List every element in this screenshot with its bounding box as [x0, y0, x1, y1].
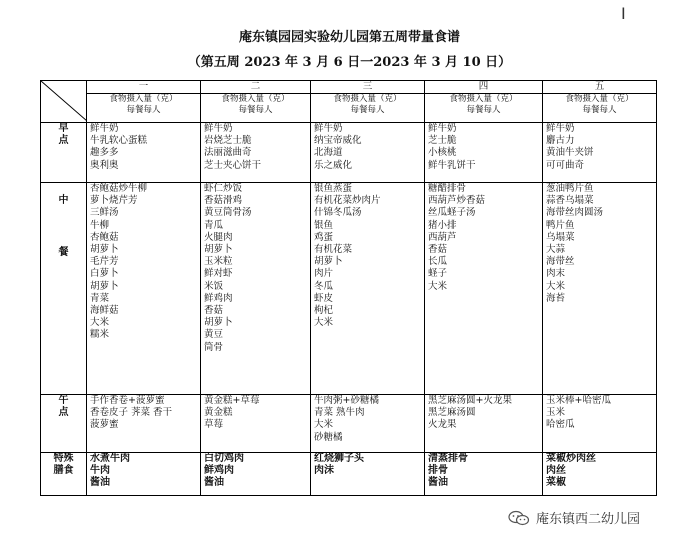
ingredient: 大米	[428, 280, 448, 292]
ingredient: 奥利奥	[90, 159, 119, 171]
dish-name: 鲜牛奶	[314, 123, 343, 134]
ingredient: 黄金糕	[204, 407, 233, 419]
menu-cell	[543, 453, 657, 496]
ingredient: 麝古力	[546, 135, 575, 147]
ingredient: 肉沫	[314, 465, 334, 477]
ingredient: 胡萝卜	[204, 317, 233, 329]
menu-cell	[87, 453, 201, 496]
menu-cell	[311, 123, 425, 183]
day-header: 五	[543, 81, 657, 94]
ingredient: 乌塌菜	[546, 231, 575, 243]
ingredient: 鲜对虾	[204, 268, 233, 280]
ingredient: 胡萝卜	[314, 256, 343, 268]
ingredient: 芝士夹心饼干	[204, 159, 262, 171]
ingredient: 米饭	[204, 280, 224, 292]
menu-cell	[87, 395, 201, 453]
ingredient: 菜椒	[546, 477, 566, 489]
ingredient: 牛乳软心蛋糕	[90, 135, 148, 147]
meal-row	[41, 395, 657, 453]
menu-cell	[543, 123, 657, 183]
ingredient: 鲜牛乳饼干	[428, 159, 476, 171]
ingredient: 糯米	[90, 329, 110, 341]
ingredient: 火腿肉	[204, 231, 233, 243]
ingredient: 大米	[314, 317, 334, 329]
dish-name: 黑芝麻汤圆+火龙果	[428, 395, 512, 406]
ingredient: 肉丝	[546, 465, 566, 477]
meal-label-text: 点	[58, 407, 69, 419]
ingredient: 青瓜	[204, 219, 224, 231]
ingredient: 白萝卜	[90, 268, 119, 280]
menu-cell	[311, 395, 425, 453]
ingredient: 酱油	[90, 477, 110, 489]
intake-label: 食物摄入量（克）	[333, 94, 402, 104]
ingredient: 可可曲奇	[546, 159, 585, 171]
ingredient: 有机花菜	[314, 244, 353, 256]
ingredient: 草莓	[204, 419, 224, 431]
intake-header-row	[41, 94, 657, 123]
ingredient: 枸杞	[314, 305, 334, 317]
ingredient: 西葫芦炒香菇	[428, 195, 486, 207]
ingredient: 玉米粒	[204, 256, 233, 268]
ingredient: 长瓜	[428, 256, 448, 268]
dish-name: 银鱼蒸蛋	[314, 183, 353, 194]
ingredient: 大米	[314, 419, 334, 431]
ingredient: 银鱼	[314, 219, 334, 231]
dish-name: 鲜牛奶	[90, 123, 119, 134]
per-person-label: 每餐每人	[582, 105, 617, 115]
ingredient: 鲜鸡肉	[204, 292, 233, 304]
ingredient: 青菜	[90, 292, 110, 304]
menu-cell	[425, 183, 543, 395]
ingredient: 猪小排	[428, 219, 457, 231]
dish-name: 糖醋排骨	[428, 183, 467, 194]
ingredient: 有机花菜炒肉片	[314, 195, 381, 207]
ingredient: 乐之威化	[314, 159, 353, 171]
menu-cell	[425, 395, 543, 453]
ingredient: 北海道	[314, 147, 343, 159]
ingredient: 黄豆筒骨汤	[204, 207, 252, 219]
ingredient: 肉片	[314, 268, 334, 280]
dish-name: 清蒸排骨	[428, 453, 468, 464]
menu-cell	[543, 183, 657, 395]
meal-label-text: 中	[58, 195, 69, 206]
ingredient: 胡萝卜	[90, 280, 119, 292]
ingredient: 杏鲍菇	[90, 231, 119, 243]
ingredient: 排骨	[428, 465, 448, 477]
ingredient: 香菇	[428, 244, 448, 256]
menu-subtitle: （第五周 2023 年 3 月 6 日一2023 年 3 月 10 日）	[187, 55, 512, 70]
watermark-text: 庵东镇西二幼儿园	[536, 512, 641, 527]
ingredient: 冬瓜	[314, 280, 334, 292]
ingredient: 法丽滋曲奇	[204, 147, 252, 159]
dish-name: 菜椒炒肉丝	[546, 453, 596, 464]
menu-cell	[201, 395, 311, 453]
dish-name: 葱油鸭片鱼	[546, 183, 594, 194]
dish-name: 杏鲍菇炒牛柳	[90, 183, 148, 194]
menu-table	[40, 80, 657, 496]
menu-cell	[311, 183, 425, 395]
ingredient: 什锦冬瓜汤	[314, 207, 362, 219]
day-header-row	[41, 81, 657, 94]
ingredient: 海苔	[546, 292, 566, 304]
day-header: 二	[201, 81, 311, 94]
text-cursor-icon: I	[621, 4, 626, 23]
ingredient: 芝士脆	[428, 135, 457, 147]
ingredient: 黄豆	[204, 329, 224, 341]
meal-label-text: 早	[58, 123, 69, 134]
dish-name: 鲜牛奶	[204, 123, 233, 134]
meal-label	[41, 395, 87, 453]
meal-row	[41, 123, 657, 183]
ingredient: 毛芹芳	[90, 256, 119, 268]
ingredient: 香菇滑鸡	[204, 195, 243, 207]
ingredient: 萝卜烧芹芳	[90, 195, 138, 207]
ingredient: 牛柳	[90, 219, 110, 231]
per-person-label: 每餐每人	[350, 105, 385, 115]
intake-label: 食物摄入量（克）	[221, 94, 290, 104]
ingredient: 大米	[546, 280, 566, 292]
ingredient: 丝瓜蛏子汤	[428, 207, 476, 219]
ingredient: 鸭片鱼	[546, 219, 575, 231]
dish-name: 牛肉粥+砂糖橘	[314, 395, 379, 406]
wechat-icon	[508, 510, 530, 526]
dish-name: 红烧狮子头	[314, 453, 364, 464]
diagonal-line	[41, 81, 87, 121]
meal-label	[41, 453, 87, 496]
ingredient: 哈密瓜	[546, 419, 575, 431]
per-person-label: 每餐每人	[126, 105, 161, 115]
ingredient: 肉末	[546, 268, 566, 280]
dish-name: 玉米棒+哈密瓜	[546, 395, 611, 406]
ingredient: 海带丝	[546, 256, 575, 268]
corner-cell	[41, 81, 87, 123]
ingredient: 火龙果	[428, 419, 457, 431]
menu-cell	[87, 123, 201, 183]
menu-cell	[201, 453, 311, 496]
ingredient: 砂糖橘	[314, 431, 343, 443]
per-person-label: 每餐每人	[238, 105, 273, 115]
intake-label: 食物摄入量（克）	[109, 94, 178, 104]
ingredient: 青菜 熟牛肉	[314, 407, 365, 419]
meal-label	[41, 123, 87, 183]
meal-label-text: 特殊	[53, 453, 74, 464]
dish-name: 虾仁炒饭	[204, 183, 243, 194]
ingredient: 大蒜	[546, 244, 566, 256]
dish-name: 鲜牛奶	[428, 123, 457, 134]
ingredient: 虾皮	[314, 292, 334, 304]
ingredient: 玉米	[546, 407, 566, 419]
ingredient: 黄油牛夹饼	[546, 147, 594, 159]
ingredient: 海鲜菇	[90, 305, 119, 317]
ingredient: 菠萝蜜	[90, 419, 119, 431]
ingredient: 蒜香乌塌菜	[546, 195, 594, 207]
per-person-label: 每餐每人	[466, 105, 501, 115]
ingredient: 香菇	[204, 305, 224, 317]
menu-title: 庵东镇园园实验幼儿园第五周带量食谱	[238, 30, 460, 45]
meal-row	[41, 453, 657, 496]
ingredient: 鲜鸡肉	[204, 465, 234, 477]
dish-name: 水煮牛肉	[90, 453, 130, 464]
menu-cell	[425, 123, 543, 183]
ingredient: 大米	[90, 317, 110, 329]
intake-label: 食物摄入量（克）	[565, 94, 634, 104]
menu-cell	[87, 183, 201, 395]
day-header: 三	[311, 81, 425, 94]
ingredient: 纳宝帝威化	[314, 135, 362, 147]
ingredient: 胡萝卜	[204, 244, 233, 256]
ingredient: 香卷皮子 荠菜 香干	[90, 407, 173, 419]
meal-label-text: 餐	[58, 247, 69, 259]
day-header: 四	[425, 81, 543, 94]
dish-name: 黄金糕+草莓	[204, 395, 260, 406]
meal-label-text: 午	[58, 395, 69, 406]
ingredient: 三鲜汤	[90, 207, 119, 219]
intake-label: 食物摄入量（克）	[449, 94, 518, 104]
meal-label-text: 点	[58, 135, 69, 147]
ingredient: 海带丝肉圆汤	[546, 207, 604, 219]
dish-name: 手作香卷+菠萝蜜	[90, 395, 165, 406]
ingredient: 小核桃	[428, 147, 457, 159]
day-header: 一	[87, 81, 201, 94]
ingredient: 蛏子	[428, 268, 448, 280]
menu-cell	[201, 183, 311, 395]
ingredient: 牛肉	[90, 465, 110, 477]
ingredient: 筒骨	[204, 341, 224, 353]
ingredient: 趣多多	[90, 147, 119, 159]
ingredient: 鸡蛋	[314, 231, 334, 243]
meal-row	[41, 183, 657, 395]
menu-cell	[201, 123, 311, 183]
meal-label	[41, 183, 87, 395]
ingredient: 酱油	[204, 477, 224, 489]
menu-cell	[311, 453, 425, 496]
meal-label-text: 膳食	[53, 465, 74, 477]
ingredient: 黑芝麻汤圆	[428, 407, 476, 419]
ingredient: 酱油	[428, 477, 448, 489]
ingredient: 西葫芦	[428, 231, 457, 243]
watermark	[508, 508, 640, 527]
menu-cell	[543, 395, 657, 453]
menu-cell	[425, 453, 543, 496]
dish-name: 鲜牛奶	[546, 123, 575, 134]
ingredient: 岩烧芝士脆	[204, 135, 252, 147]
dish-name: 白切鸡肉	[204, 453, 244, 464]
ingredient: 胡萝卜	[90, 244, 119, 256]
